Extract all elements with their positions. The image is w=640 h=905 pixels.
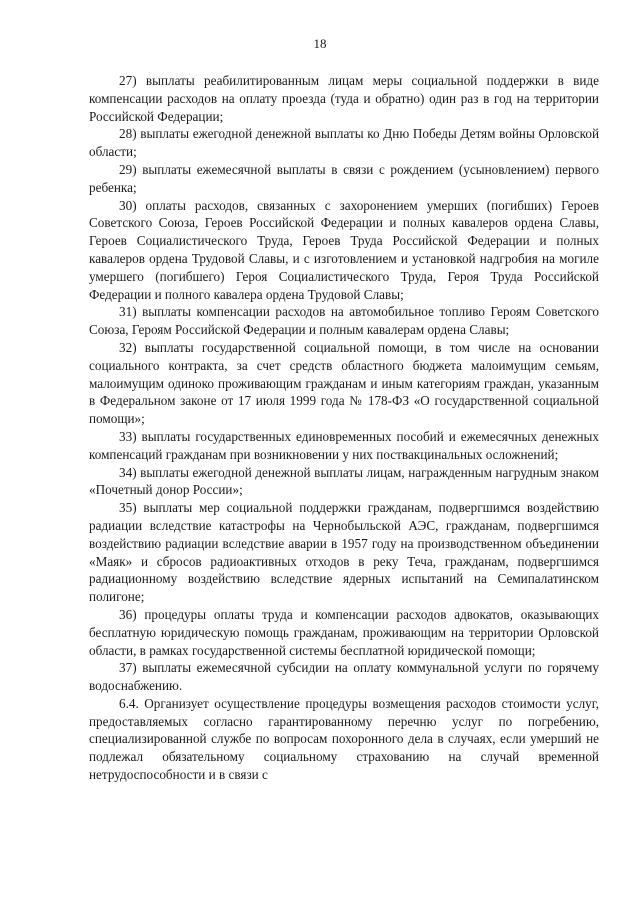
document-body <box>89 72 599 784</box>
paragraph-35: 35) выплаты мер социальной поддержки гражданам, подвергшимся воздействию радиации вследствие катастрофы на Чернобыльской АЭС, гражданам, подвергшимся воздействию радиации вследствие аварии в 1957 году на производственном объединении «Маяк» и сбросов радиоактивных отходов в реку Теча, гражданам, подвергшимся радиационному воздействию вследствие ядерных испытаний на Семипалатинском полигоне; <box>89 500 599 605</box>
paragraph-27: 27) выплаты реабилитированным лицам меры социальной поддержки в виде компенсации расходов на оплату проезда (туда и обратно) один раз в год на территории Российской Федерации; <box>89 73 599 124</box>
page-number: 18 <box>313 36 327 51</box>
paragraph-33: 33) выплаты государственных единовременных пособий и ежемесячных денежных компенсаций гражданам при возникновении у них поствакцинальных осложнений; <box>89 428 599 462</box>
paragraph-30: 30) оплаты расходов, связанных с захоронением умерших (погибших) Героев Советского Союза, Героев Российской Федерации и полных кавалеров ордена Славы, Героев Социалистического Труда, Героев Труда Российской Федерации и полных кавалеров ордена Трудовой Славы, и с изготовлением и установкой надгробия на могиле умершего (погибшего) Героя Социалистического Труда, Героя Труда Российской Федерации и полного кавалера ордена Трудовой Славы; <box>89 197 599 302</box>
paragraph-36: 36) процедуры оплаты труда и компенсации расходов адвокатов, оказывающих бесплатную юридическую помощь гражданам, проживающим на территории Орловской области, в рамках государственной системы бесплатной юридической помощи; <box>89 606 599 658</box>
paragraph-31: 31) выплаты компенсации расходов на автомобильное топливо Героям Советского Союза, Героям Российской Федерации и полным кавалерам ордена Славы; <box>89 304 599 338</box>
paragraph-34: 34) выплаты ежегодной денежной выплаты лицам, награжденным нагрудным знаком «Почетный донор России»; <box>89 464 599 498</box>
paragraph-32: 32) выплаты государственной социальной помощи, в том числе на основании социального контракта, за счет средств областного бюджета малоимущим семьям, малоимущим одиноко проживающим гражданам и иным категориям граждан, указанным в Федеральном законе от 17 июля 1999 года № 178-ФЗ «О государственной социальной помощи»; <box>89 339 599 427</box>
paragraph-37: 37) выплаты ежемесячной субсидии на оплату коммунальной услуги по горячему водоснабжению. <box>89 660 599 694</box>
paragraph-28: 28) выплаты ежегодной денежной выплаты ко Дню Победы Детям войны Орловской области; <box>89 126 599 160</box>
paragraph-6-4: 6.4. Организует осуществление процедуры возмещения расходов стоимости услуг, предоставляемых согласно гарантированному перечню услуг по погребению, специализированной службе по вопросам похоронного дела в случаях, если умерший не подлежал обязательному социальному страхованию на случай временной нетрудоспособности и в связи с <box>89 695 599 783</box>
paragraph-29: 29) выплаты ежемесячной выплаты в связи с рождением (усыновлением) первого ребенка; <box>89 161 599 195</box>
